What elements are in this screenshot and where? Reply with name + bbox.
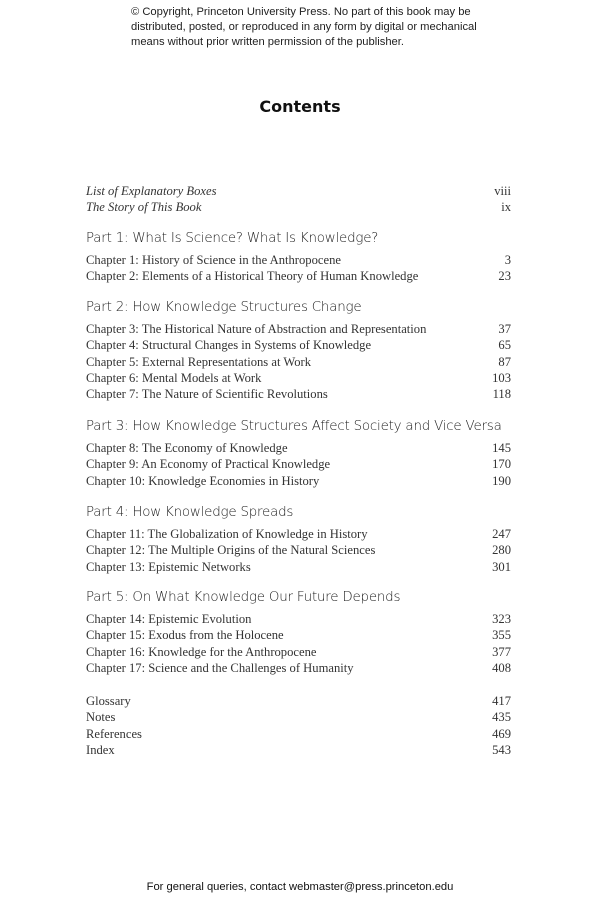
toc-entry[interactable] xyxy=(86,742,511,758)
entry-page: 118 xyxy=(492,387,511,402)
toc-entry[interactable] xyxy=(86,354,511,370)
entry-page: 543 xyxy=(492,742,511,757)
entry-page: 408 xyxy=(492,660,511,675)
entry-title: Chapter 7: The Nature of Scientific Revolutions xyxy=(86,387,328,402)
entry-page: 37 xyxy=(498,322,511,336)
entry-page: 435 xyxy=(492,710,511,725)
entry-title: Chapter 11: The Globalization of Knowledge in History xyxy=(86,527,368,541)
front-matter xyxy=(86,183,511,216)
toc-entry[interactable] xyxy=(86,370,511,386)
entry-page: 170 xyxy=(492,457,511,472)
toc-entry[interactable] xyxy=(86,627,511,643)
entry-title: List of Explanatory Boxes xyxy=(86,184,217,198)
part-1 xyxy=(86,230,511,285)
entry-title: Notes xyxy=(86,710,116,725)
entry-title: Chapter 3: The Historical Nature of Abstraction and Representation xyxy=(86,322,427,336)
entry-title: Chapter 12: The Multiple Origins of the Natural Sciences xyxy=(86,543,376,558)
entry-page: 280 xyxy=(492,543,511,558)
entry-page: 145 xyxy=(492,441,511,455)
toc-entry[interactable] xyxy=(86,542,511,558)
entry-page: 23 xyxy=(498,269,511,284)
entry-page: 301 xyxy=(492,559,511,574)
part-heading[interactable]: Part 2: How Knowledge Structures Change xyxy=(86,300,362,315)
entry-title: Chapter 6: Mental Models at Work xyxy=(86,370,262,385)
entry-page: 323 xyxy=(492,612,511,626)
entry-title: Chapter 10: Knowledge Economies in History xyxy=(86,473,320,488)
toc-entry[interactable] xyxy=(86,611,511,627)
toc-entry[interactable] xyxy=(86,321,511,337)
entry-page: 65 xyxy=(498,338,511,353)
entry-title: Chapter 13: Epistemic Networks xyxy=(86,559,251,574)
entry-title: Chapter 5: External Representations at Work xyxy=(86,354,312,369)
toc-entry[interactable] xyxy=(86,199,511,215)
toc-entry[interactable] xyxy=(86,526,511,542)
toc-entry[interactable] xyxy=(86,268,511,284)
toc-entry[interactable] xyxy=(86,693,511,709)
part-heading[interactable]: Part 5: On What Knowledge Our Future Depends xyxy=(86,590,401,605)
toc-entry[interactable] xyxy=(86,709,511,725)
entry-title: The Story of This Book xyxy=(86,200,202,215)
toc-entry[interactable] xyxy=(86,660,511,676)
part-4 xyxy=(86,504,511,575)
copyright-notice: © Copyright, Princeton University Press. No part of this book may be distributed, posted, or reproduced in any form by digital or mechanical means without prior written permission of the publisher. xyxy=(131,6,477,48)
entry-title: Chapter 17: Science and the Challenges of Humanity xyxy=(86,660,354,675)
entry-page: 190 xyxy=(492,473,511,488)
entry-title: Glossary xyxy=(86,694,131,708)
entry-page: 3 xyxy=(504,253,511,267)
entry-page: 417 xyxy=(492,694,511,708)
toc-entry[interactable] xyxy=(86,252,511,268)
entry-page: ix xyxy=(501,200,511,215)
toc-entry[interactable] xyxy=(86,644,511,660)
entry-page: 377 xyxy=(492,644,511,659)
entry-title: References xyxy=(86,726,142,741)
toc-entry[interactable] xyxy=(86,473,511,489)
toc-entry[interactable] xyxy=(86,559,511,575)
part-heading[interactable]: Part 1: What Is Science? What Is Knowledge? xyxy=(86,231,379,246)
entry-page: 87 xyxy=(498,354,511,369)
page-title: Contents xyxy=(259,97,341,116)
part-3 xyxy=(86,418,511,489)
toc-entry[interactable] xyxy=(86,183,511,199)
entry-title: Chapter 15: Exodus from the Holocene xyxy=(86,628,284,643)
entry-title: Chapter 16: Knowledge for the Anthropocene xyxy=(86,644,317,659)
entry-title: Index xyxy=(86,742,115,757)
toc-entry[interactable] xyxy=(86,726,511,742)
back-matter xyxy=(86,693,511,758)
part-heading[interactable]: Part 4: How Knowledge Spreads xyxy=(86,505,294,520)
entry-page: viii xyxy=(494,184,511,198)
entry-page: 103 xyxy=(492,370,511,385)
entry-title: Chapter 1: History of Science in the Anthropocene xyxy=(86,253,341,267)
toc-entry[interactable] xyxy=(86,440,511,456)
footer-contact: For general queries, contact webmaster@press.princeton.edu xyxy=(146,881,454,893)
entry-page: 469 xyxy=(492,726,511,741)
entry-title: Chapter 2: Elements of a Historical Theory of Human Knowledge xyxy=(86,269,419,284)
toc-entry[interactable] xyxy=(86,386,511,402)
toc-entry[interactable] xyxy=(86,456,511,472)
entry-title: Chapter 8: The Economy of Knowledge xyxy=(86,441,288,455)
entry-page: 355 xyxy=(492,628,511,643)
entry-title: Chapter 4: Structural Changes in Systems of Knowledge xyxy=(86,338,372,353)
toc-entry[interactable] xyxy=(86,337,511,353)
entry-title: Chapter 14: Epistemic Evolution xyxy=(86,612,252,626)
part-5 xyxy=(86,589,511,676)
entry-page: 247 xyxy=(492,527,511,541)
entry-title: Chapter 9: An Economy of Practical Knowledge xyxy=(86,457,331,472)
part-heading[interactable]: Part 3: How Knowledge Structures Affect Society and Vice Versa xyxy=(86,419,502,434)
part-2 xyxy=(86,299,511,402)
